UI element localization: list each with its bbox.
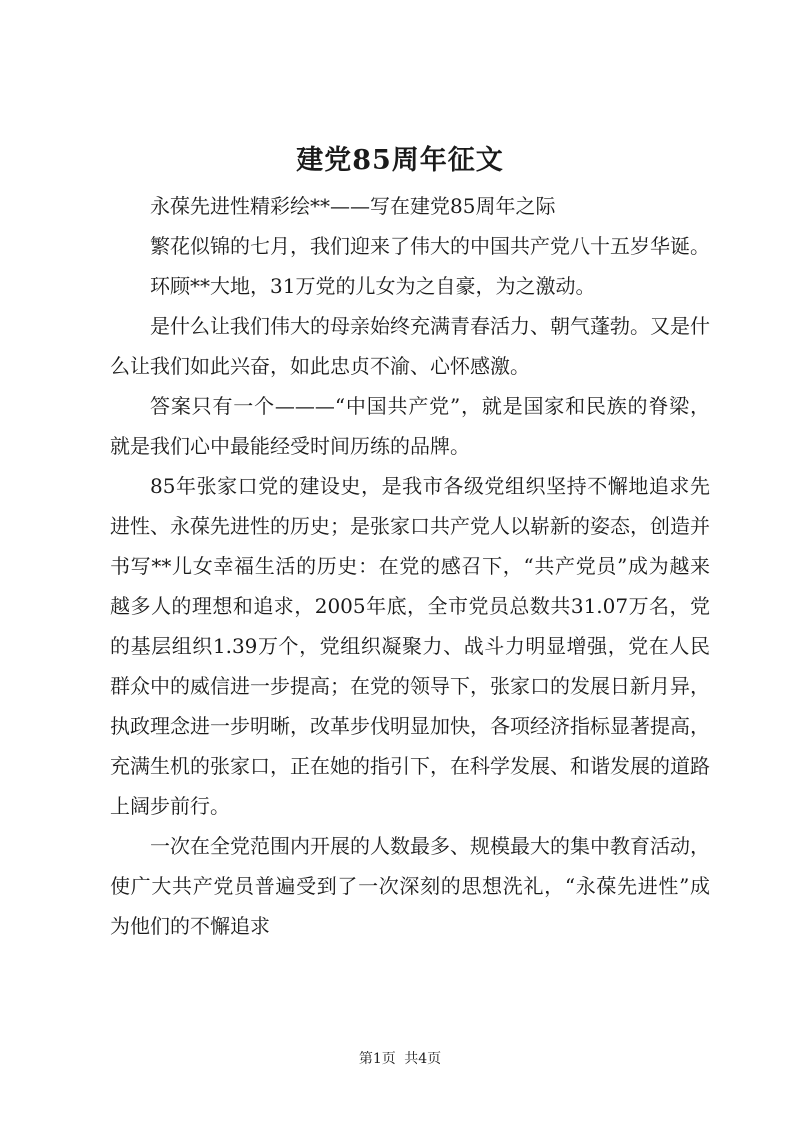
page-number: 第1页 [358,1051,396,1067]
page-total: 共4页 [404,1051,442,1067]
document-body [110,186,710,946]
paragraph: 一次在全党范围内开展的人数最多、规模最大的集中教育活动，使广大共产党员普遍受到了一次深刻的思想洗礼，“永葆先进性”成为他们的不懈追求 [110,834,710,938]
paragraph-subtitle: 永葆先进性精彩绘**——写在建党85周年之际 [150,194,556,218]
paragraph: 答案只有一个———“中国共产党”，就是国家和民族的脊梁，就是我们心中最能经受时间历练的品牌。 [110,394,710,458]
paragraph: 繁花似锦的七月，我们迎来了伟大的中国共产党八十五岁华诞。 [150,234,710,258]
page-footer [0,1048,800,1068]
paragraph: 85年张家口党的建设史，是我市各级党组织坚持不懈地追求先进性、永葆先进性的历史；是张家口共产党人以崭新的姿态，创造并书写**儿女幸福生活的历史：在党的感召下，“共产党员”成为越来越多人的理想和追求，2005年底，全市党员总数共31.07万名，党的基层组织1.39万个，党组织凝聚力、战斗力明显增强，党在人民群众中的威信进一步提高；在党的领导下，张家口的发展日新月异，执政理念进一步明晰，改革步伐明显加快，各项经济指标显著提高，充满生机的张家口，正在她的指引下，在科学发展、和谐发展的道路上阔步前行。 [110,474,710,818]
paragraph: 环顾**大地，31万党的儿女为之自豪，为之激动。 [150,274,596,298]
paragraph: 是什么让我们伟大的母亲始终充满青春活力、朝气蓬勃。又是什么让我们如此兴奋，如此忠贞不渝、心怀感激。 [110,314,710,378]
document-title: 建党85周年征文 [296,145,504,176]
